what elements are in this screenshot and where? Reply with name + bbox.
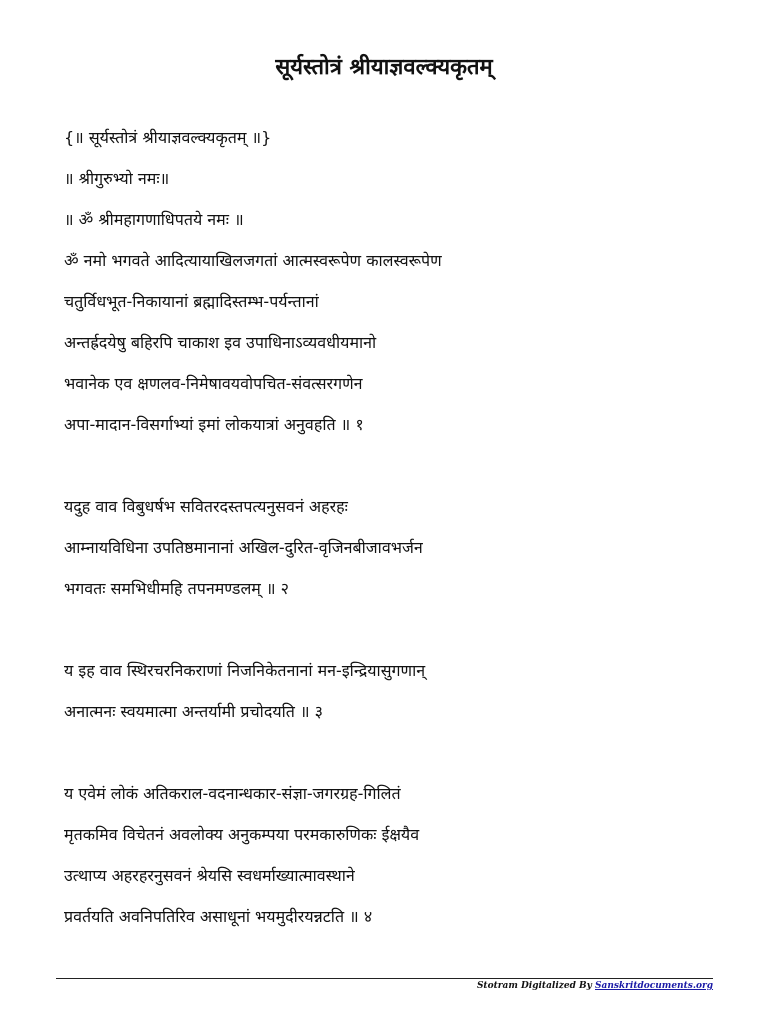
- stanza-gap: [64, 743, 744, 784]
- text-line: {॥ सूर्यस्तोत्रं श्रीयाज्ञवल्क्यकृतम् ॥}: [64, 128, 272, 147]
- footer-prefix: Stotram Digitalized By: [476, 981, 595, 991]
- text-line: आम्नायविधिना उपतिष्ठमानानां अखिल-दुरित-वृजिनबीजावभर्जन: [64, 538, 423, 557]
- text-line: अपा-मादान-विसर्गाभ्यां इमां लोकयात्रां अनुवहति ॥ १: [64, 415, 364, 434]
- sanskritdocuments-link[interactable]: Sanskritdocuments.org: [594, 981, 713, 991]
- page-title: सूर्यस्तोत्रं श्रीयाज्ञवल्क्यकृतम्: [275, 55, 493, 80]
- text-line: भगवतः समभिधीमहि तपनमण्डलम् ॥ २: [64, 579, 289, 598]
- text-line: भवानेक एव क्षणलव-निमेषावयवोपचित-संवत्सरगणेन: [64, 374, 363, 393]
- text-line: अन्तर्ह्रदयेषु बहिरपि चाकाश इव उपाधिनाऽव्यवधीयमानो: [64, 333, 377, 352]
- text-line: य इह वाव स्थिरचरनिकराणां निजनिकेतनानां मन-इन्द्रियासुगणान्: [64, 661, 426, 680]
- text-line: ॥ श्रीगुरुभ्यो नमः॥: [64, 169, 170, 188]
- text-line: अनात्मनः स्वयमात्मा अन्तर्यामी प्रचोदयति ॥ ३: [64, 702, 323, 721]
- text-line: प्रवर्तयति अवनिपतिरिव असाधूनां भयमुदीरयन्नटति ॥ ४: [64, 907, 373, 926]
- stotra-body: [64, 128, 744, 948]
- text-line: उत्थाप्य अहरहरनुसवनं श्रेयसि स्वधर्माख्यात्मावस्थाने: [64, 866, 355, 885]
- text-line: चतुर्विधभूत-निकायानां ब्रह्मादिस्तम्भ-पर्यन्तानां: [64, 292, 319, 311]
- text-line: यदुह वाव विबुधर्षभ सवितरदस्तपत्यनुसवनं अहरहः: [64, 497, 348, 516]
- text-line: मृतकमिव विचेतनं अवलोक्य अनुकम्पया परमकारुणिकः ईक्षयैव: [64, 825, 420, 844]
- text-line: य एवेमं लोकं अतिकराल-वदनान्धकार-संज्ञा-जगरग्रह-गिलितं: [64, 784, 401, 803]
- text-line: ॐ नमो भगवते आदित्यायाखिलजगतां आत्मस्वरूपेण कालस्वरूपेण: [64, 251, 442, 270]
- footer-credit: [477, 980, 713, 992]
- stanza-gap: [64, 620, 744, 661]
- text-line: ॥ ॐ श्रीमहागणाधिपतये नमः ॥: [64, 210, 244, 229]
- stanza-gap: [64, 456, 744, 497]
- footer-divider: [56, 978, 713, 979]
